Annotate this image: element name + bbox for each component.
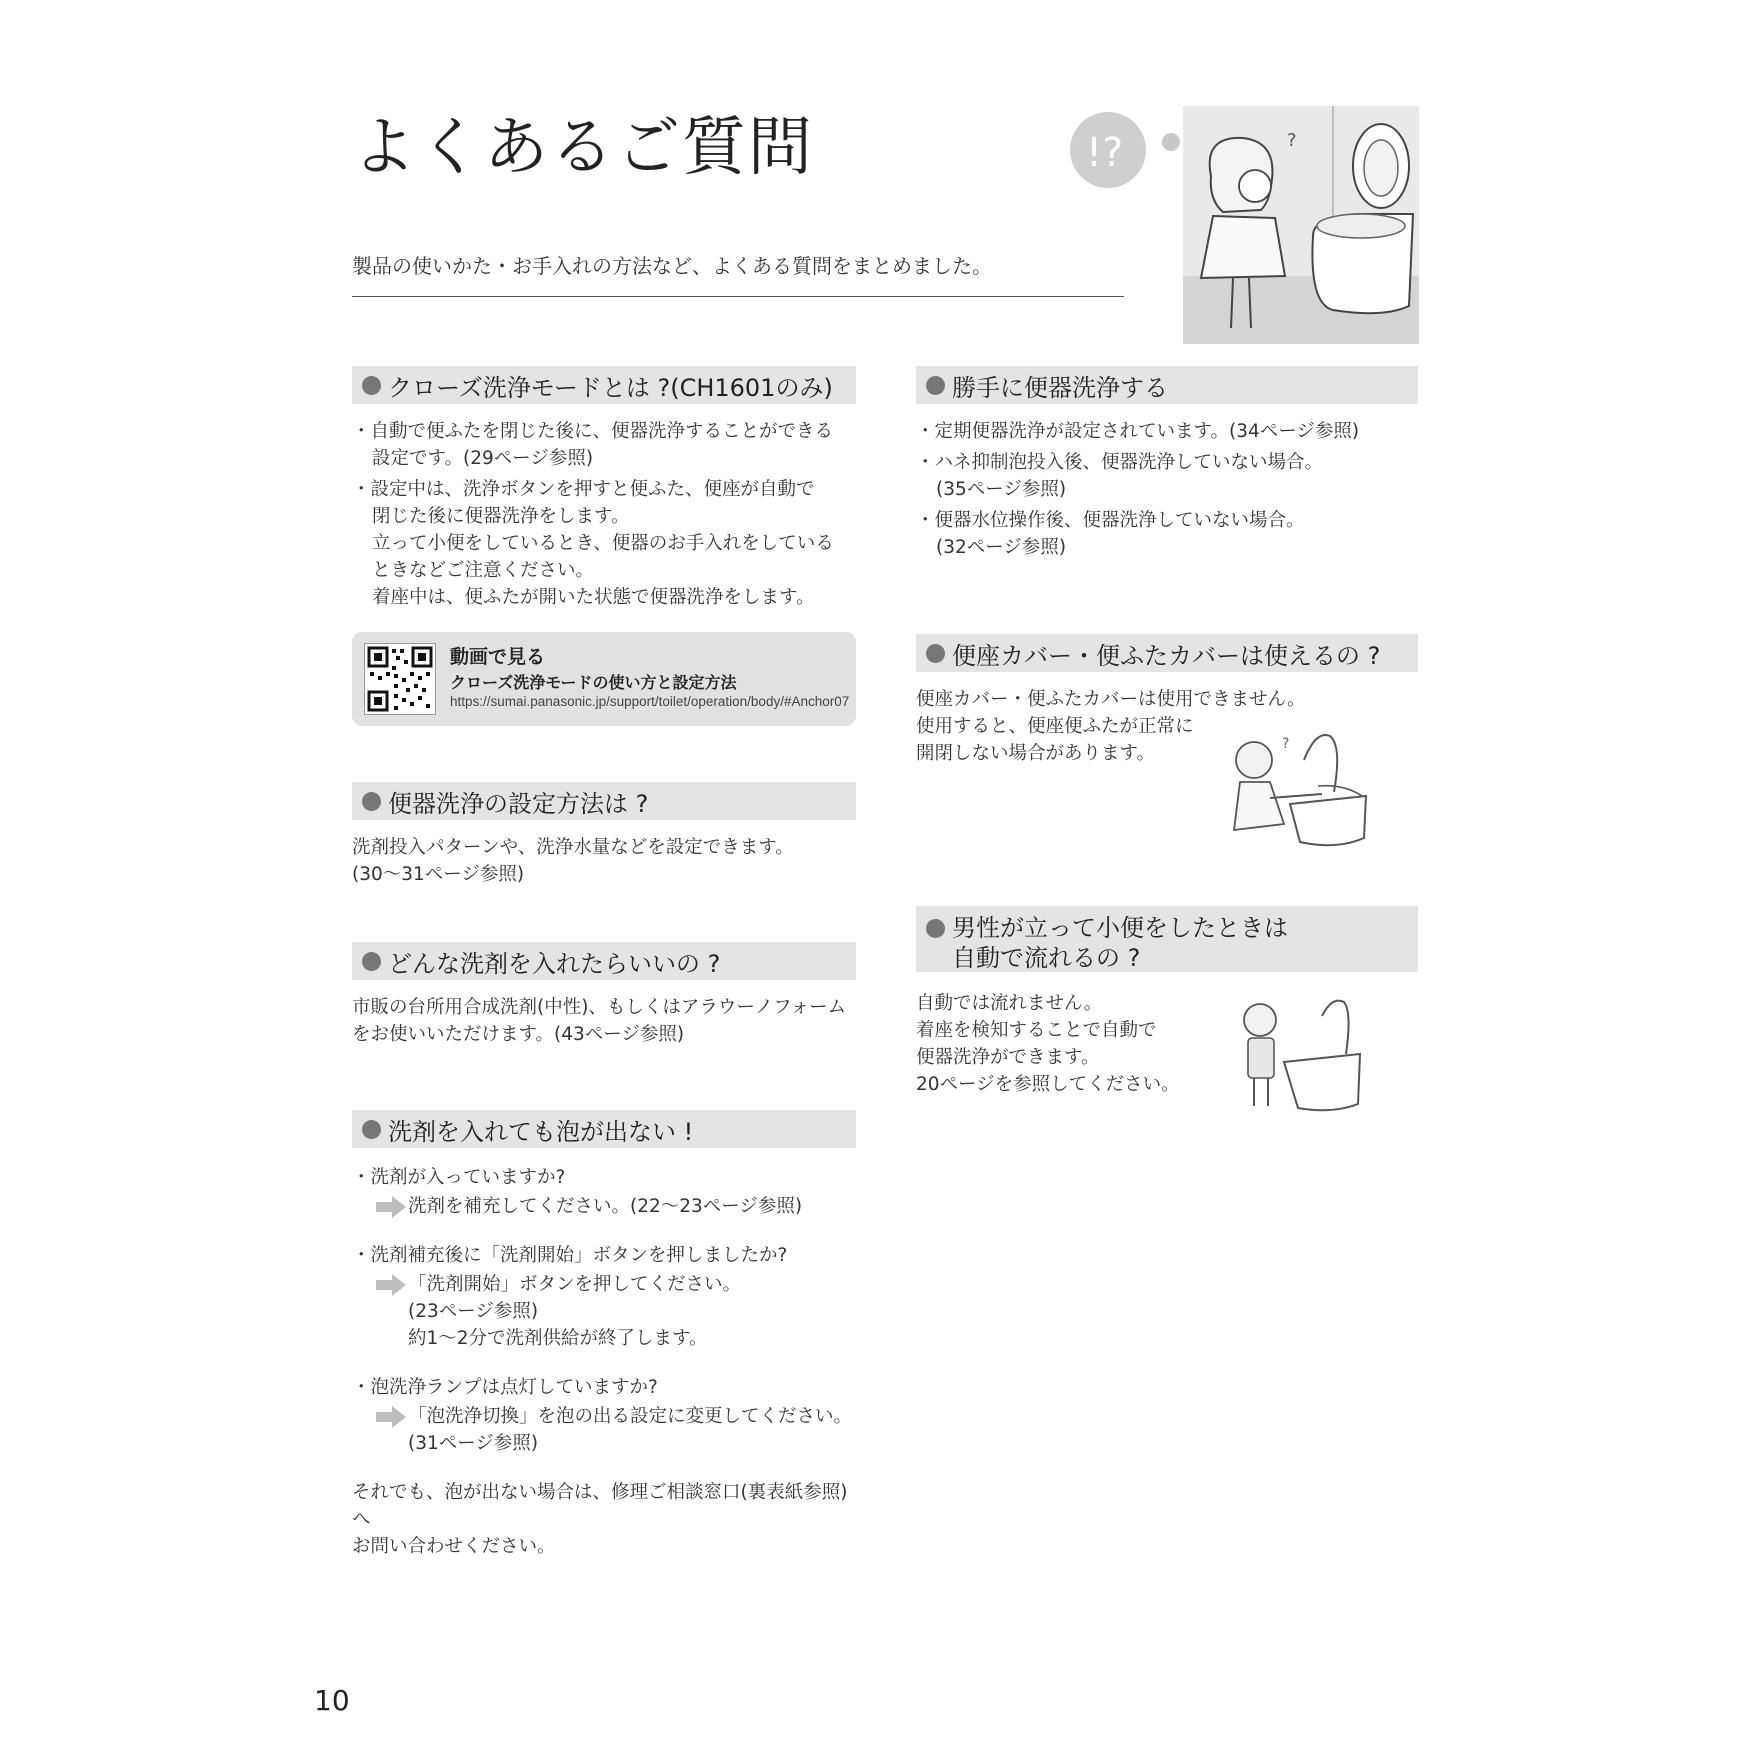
video-title[interactable]: クローズ洗浄モードの使い方と設定方法 (450, 673, 737, 692)
question-2: ・洗剤補充後に「洗剤開始」ボタンを押しましたか? (352, 1245, 788, 1266)
answer-3: 「泡洗浄切換」を泡の出る設定に変更してください。 (31ページ参照) (374, 1403, 856, 1457)
list-item: ・便器水位操作後、便器洗浄していない場合。 (32ページ参照) (916, 510, 1305, 558)
bullet-icon (362, 952, 381, 971)
standing-body: 自動では流れません。 着座を検知することで自動で 便器洗浄ができます。 20ページを参照してください。 (916, 993, 1180, 1095)
arrow-right-icon (374, 1194, 408, 1220)
thought-dot (1162, 133, 1180, 151)
list-item: ・設定中は、洗浄ボタンを押すと便ふた、便座が自動で 閉じた後に便器洗浄をします。 立って小便をしているとき、便器のお手入れをしている ときなどご注意ください。 着座中は、便ふたが開いた状態で便器洗浄をします。 (352, 479, 834, 608)
arrow-right-icon (374, 1404, 408, 1430)
cover-girl-illustration (1226, 726, 1376, 850)
list-item: ・定期便器洗浄が設定されています。(34ページ参照) (916, 421, 1360, 442)
bullet-icon (362, 376, 381, 395)
detergent-heading: どんな洗剤を入れたらいいの ? (352, 942, 856, 980)
no-foam-heading: 洗剤を入れても泡が出ない ! (352, 1110, 856, 1148)
list-item: ・自動で便ふたを閉じた後に、便器洗浄することができる 設定です。(29ページ参照) (352, 421, 834, 469)
cover-heading: 便座カバー・便ふたカバーは使えるの ? (916, 634, 1418, 672)
close-mode-heading: クローズ洗浄モードとは ?(CH1601のみ) (352, 366, 856, 404)
auto-flush-heading: 勝手に便器洗浄する (916, 366, 1418, 404)
bullet-icon (926, 919, 945, 938)
bullet-icon (362, 792, 381, 811)
close-mode-body (352, 418, 856, 615)
svg-text:?: ? (1282, 736, 1290, 752)
bullet-icon (926, 644, 945, 663)
intro-divider (352, 296, 1124, 297)
question-1: ・洗剤が入っていますか? (352, 1167, 566, 1188)
cover-body: 便座カバー・便ふたカバーは使用できません。 使用すると、便座便ふたが正常に 開閉しない場合があります。 (916, 689, 1306, 764)
svg-text:!?: !? (1086, 130, 1124, 176)
no-foam-body: ・洗剤が入っていますか? 洗剤を補充してください。(22〜23ページ参照) ・洗剤補充後に「洗剤開始」ボタンを押しましたか? 「洗剤開始」ボタンを押してください。 (23ページ参照) 約1〜2分で洗剤供給が終了します。 ・泡洗浄ランプは点灯していますか? 「泡洗浄切換」を泡の出る設定に変更してください。 (31ページ参照) それでも、泡が出ない場合は、修理ご相談窓口(裏表紙参照)へ お問い合わせください。 (352, 1164, 856, 1560)
bullet-icon (926, 376, 945, 395)
settings-body: 洗剤投入パターンや、洗浄水量などを設定できます。 (30〜31ページ参照) (352, 837, 794, 885)
boy-toilet-illustration (1236, 996, 1366, 1114)
standing-heading: 男性が立って小便をしたときは 自動で流れるの ? (916, 906, 1418, 972)
no-foam-footer: それでも、泡が出ない場合は、修理ご相談窓口(裏表紙参照)へ (352, 1482, 848, 1530)
intro-text: 製品の使いかた・お手入れの方法など、よくある質問をまとめました。 (352, 254, 992, 278)
auto-flush-body (916, 418, 1418, 565)
video-link-box[interactable] (352, 632, 856, 726)
arrow-right-icon (374, 1272, 408, 1298)
qr-code-icon[interactable] (364, 643, 436, 715)
video-label: 動画で見る (450, 646, 546, 668)
svg-text:?: ? (1287, 130, 1297, 151)
list-item: ・ハネ抑制泡投入後、便器洗浄していない場合。 (35ページ参照) (916, 452, 1324, 500)
page-number: 10 (314, 1684, 350, 1717)
question-bubble-icon (1070, 112, 1146, 188)
bullet-icon (362, 1120, 381, 1139)
page-title: よくあるご質問 (352, 111, 814, 185)
settings-heading: 便器洗浄の設定方法は ? (352, 782, 856, 820)
video-url-link[interactable]: https://sumai.panasonic.jp/support/toilet/operation/body/#Anchor07 (450, 694, 850, 709)
answer-1: 洗剤を補充してください。(22〜23ページ参照) (374, 1193, 856, 1220)
girl-toilet-illustration (1183, 106, 1419, 344)
detergent-body: 市販の台所用合成洗剤(中性)、もしくはアラウーノフォーム をお使いいただけます。(43ページ参照) (352, 997, 847, 1045)
answer-2: 「洗剤開始」ボタンを押してください。 (23ページ参照) 約1〜2分で洗剤供給が終了します。 (374, 1271, 856, 1352)
question-3: ・泡洗浄ランプは点灯していますか? (352, 1377, 658, 1398)
